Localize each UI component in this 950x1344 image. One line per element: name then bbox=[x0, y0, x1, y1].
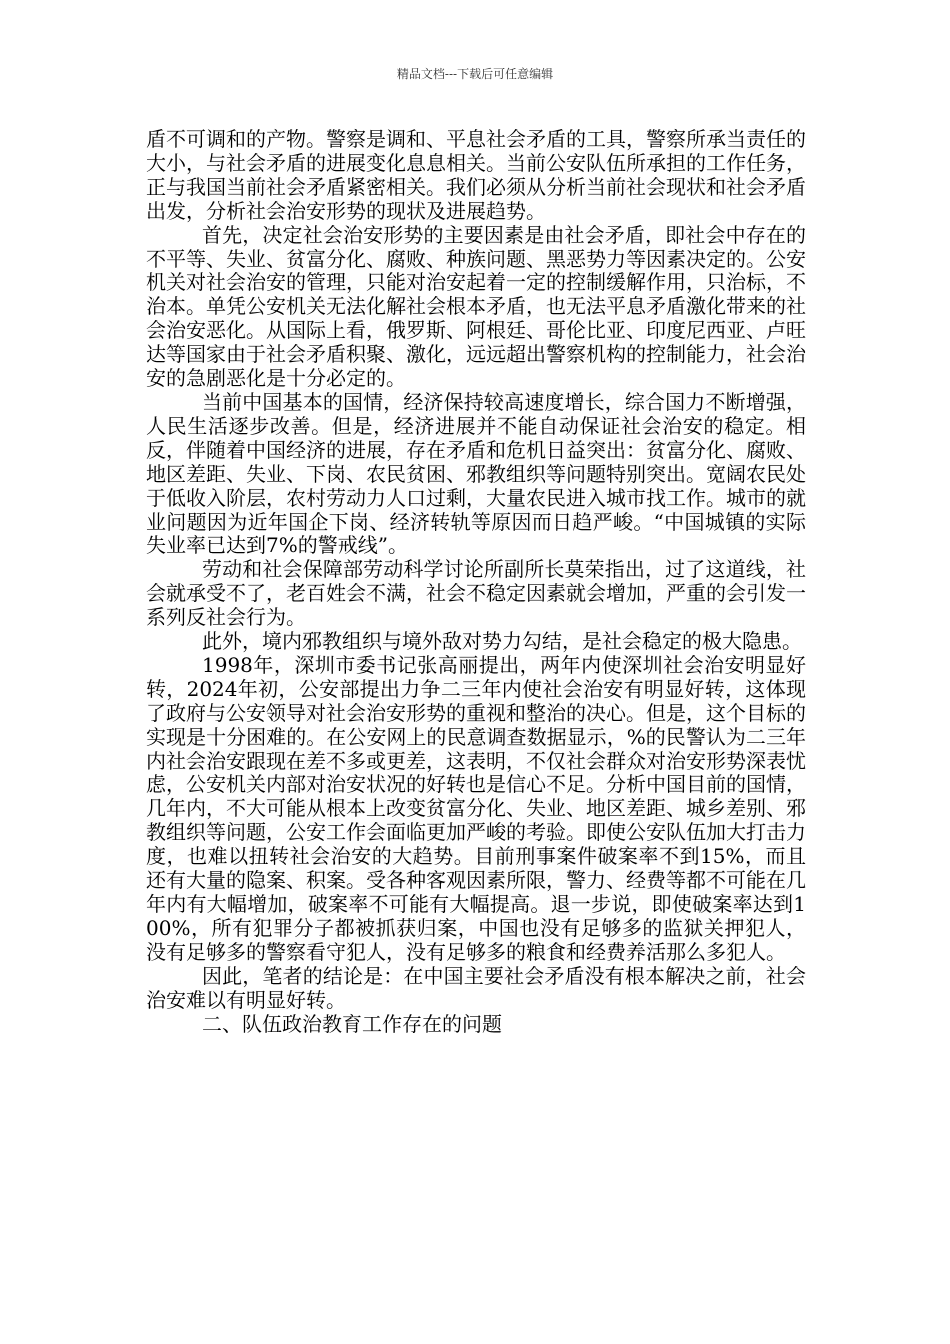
paragraph: 首先，决定社会治安形势的主要因素是由社会矛盾，即社会中存在的不平等、失业、贫富分化、腐败、种族问题、黑恶势力等因素决定的。公安机关对社会治安的管理，只能对治安起着一定的控制缓解作用，只治标，不治本。单凭公安机关无法化解社会根本矛盾，也无法平息矛盾激化带来的社会治安恶化。从国际上看，俄罗斯、阿根廷、哥伦比亚、印度尼西亚、卢旺达等国家由于社会矛盾积聚、激化，远远超出警察机构的控制能力，社会治安的急剧恶化是十分必定的。 bbox=[146, 222, 806, 391]
paragraph: 此外，境内邪教组织与境外敌对势力勾结，是社会稳定的极大隐患。 bbox=[202, 629, 802, 654]
page-header: 精品文档---下载后可任意编辑 bbox=[396, 67, 554, 81]
document-body bbox=[146, 128, 806, 1036]
paragraph: 因此，笔者的结论是：在中国主要社会矛盾没有根本解决之前，社会治安难以有明显好转。 bbox=[146, 963, 806, 1012]
paragraph: 当前中国基本的国情，经济保持较高速度增长，综合国力不断增强，人民生活逐步改善。但是，经济进展并不能自动保证社会治安的稳定。相反，伴随着中国经济的进展，存在矛盾和危机日益突出：贫富分化、腐败、地区差距、失业、下岗、农民贫困、邪教组织等问题特别突出。宽阔农民处于低收入阶层，农村劳动力人口过剩，大量农民进入城市找工作。城市的就业问题因为近年国企下岗、经济转轨等原因而日趋严峻。“中国城镇的实际失业率已达到7%的警戒线”。 bbox=[146, 389, 806, 558]
section-heading: 二、队伍政治教育工作存在的问题 bbox=[202, 1011, 502, 1036]
paragraph-continuation: 盾不可调和的产物。警察是调和、平息社会矛盾的工具，警察所承当责任的大小，与社会矛盾的进展变化息息相关。当前公安队伍所承担的工作任务，正与我国当前社会矛盾紧密相关。我们必须从分析当前社会现状和社会矛盾出发，分析社会治安形势的现状及进展趋势。 bbox=[146, 127, 806, 223]
paragraph: 1998年，深圳市委书记张高丽提出，两年内使深圳社会治安明显好转，2024年初，公安部提出力争二三年内使社会治安有明显好转，这体现了政府与公安领导对社会治安形势的重视和整治的决心。但是，这个目标的实现是十分困难的。在公安网上的民意调查数据显示，%的民警认为二三年内社会治安跟现在差不多或更差，这表明，不仅社会群众对治安形势深表忧虑，公安机关内部对治安状况的好转也是信心不足。分析中国目前的国情，几年内，不大可能从根本上改变贫富分化、失业、地区差距、城乡差别、邪教组织等问题，公安工作会面临更加严峻的考验。即使公安队伍加大打击力度，也难以扭转社会治安的大趋势。目前刑事案件破案率不到15%，而且还有大量的隐案、积案。受各种客观因素所限，警力、经费等都不可能在几年内有大幅增加，破案率不可能有大幅提高。退一步说，即使破案率达到100%，所有犯罪分子都被抓获归案，中国也没有足够多的监狱关押犯人，没有足够多的警察看守犯人，没有足够多的粮食和经费养活那么多犯人。 bbox=[146, 652, 806, 964]
paragraph: 劳动和社会保障部劳动科学讨论所副所长莫荣指出，过了这道线，社会就承受不了，老百姓会不满，社会不稳定因素就会增加，严重的会引发一系列反社会行为。 bbox=[146, 557, 806, 630]
